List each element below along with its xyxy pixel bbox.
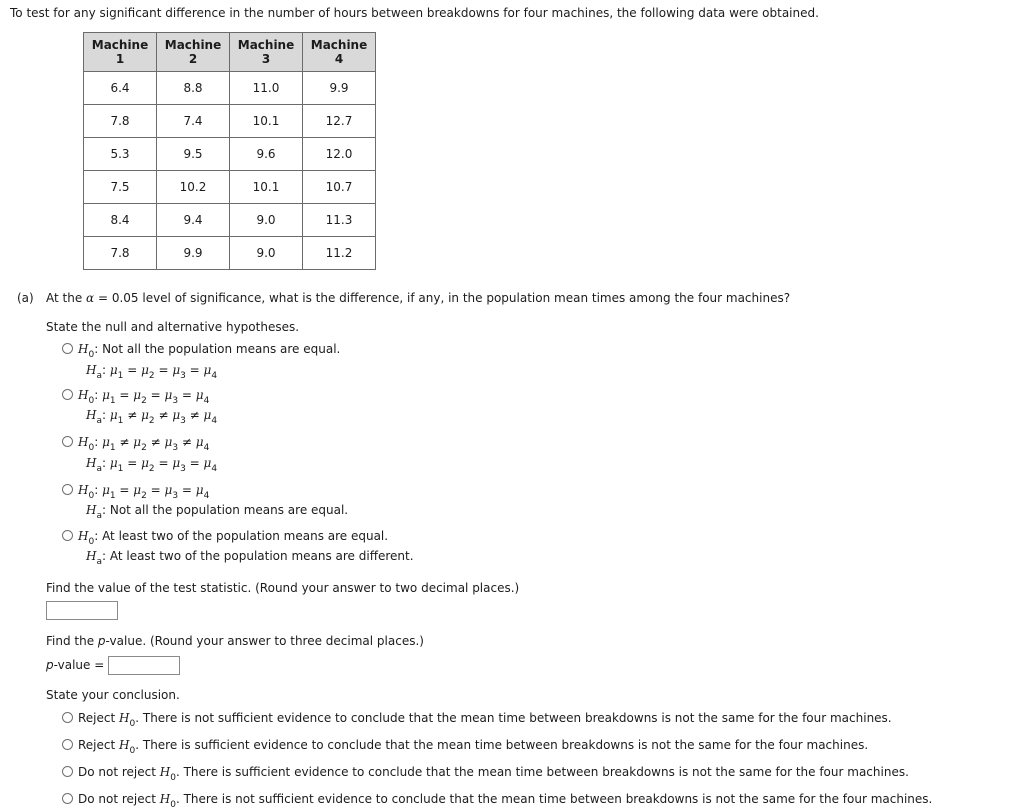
- hypothesis-option-3-ha: $H_a$: $\mu_1 = \mu_2 = \mu_3 = \mu_4$: [86, 456, 218, 474]
- table-cell: 10.1: [230, 171, 303, 204]
- header-machine-1: Machine 1: [84, 33, 157, 72]
- table-cell: 10.7: [303, 171, 376, 204]
- conclusion-option-3-text: Do not reject $H_0$. There is sufficient evidence to conclude that the mean time between breakdowns is not the same for the four machines.: [78, 765, 909, 783]
- hypothesis-option-5-radio[interactable]: [62, 530, 73, 541]
- table-cell: 6.4: [84, 72, 157, 105]
- table-header-row: [84, 33, 376, 72]
- table-cell: 12.7: [303, 105, 376, 138]
- problem-intro: To test for any significant difference in the number of hours between breakdowns for four machines, the following data were obtained.: [10, 6, 819, 20]
- header-machine-2: Machine 2: [157, 33, 230, 72]
- hypothesis-option-2-radio[interactable]: [62, 389, 73, 400]
- table-row: [84, 105, 376, 138]
- table-cell: 7.5: [84, 171, 157, 204]
- conclusion-option-4-radio[interactable]: [62, 793, 73, 804]
- table-cell: 7.4: [157, 105, 230, 138]
- p-value-input[interactable]: [108, 656, 180, 675]
- header-machine-3: Machine 3: [230, 33, 303, 72]
- hypothesis-option-5-h0: $H_0$: At least two of the population means are equal.: [78, 529, 389, 547]
- table-cell: 11.0: [230, 72, 303, 105]
- part-a-question: At the α = 0.05 level of significance, what is the difference, if any, in the population mean times among the four machines?: [46, 291, 791, 305]
- hypothesis-option-4-ha: $H_a$: Not all the population means are equal.: [86, 503, 349, 521]
- hypothesis-option-4-radio[interactable]: [62, 484, 73, 495]
- table-cell: 9.0: [230, 237, 303, 270]
- table-cell: 7.8: [84, 105, 157, 138]
- conclusion-option-2-text: Reject $H_0$. There is sufficient evidence to conclude that the mean time between breakdowns is not the same for the four machines.: [78, 738, 869, 756]
- table-row: [84, 237, 376, 270]
- table-row: [84, 171, 376, 204]
- conclusion-option-1-text: Reject $H_0$. There is not sufficient evidence to conclude that the mean time between breakdowns is not the same for the four machines.: [78, 711, 892, 729]
- header-machine-4: Machine 4: [303, 33, 376, 72]
- hypotheses-prompt: State the null and alternative hypotheses.: [46, 320, 300, 334]
- hypothesis-option-3-radio[interactable]: [62, 436, 73, 447]
- machine-data-table: [83, 32, 376, 270]
- p-value-prompt: Find the p-value. (Round your answer to three decimal places.): [46, 634, 424, 648]
- hypothesis-option-3-h0: $H_0$: $\mu_1 \ne \mu_2 \ne \mu_3 \ne \mu_4$: [78, 435, 210, 453]
- hypothesis-option-2-h0: $H_0$: $\mu_1 = \mu_2 = \mu_3 = \mu_4$: [78, 388, 210, 406]
- conclusion-prompt: State your conclusion.: [46, 688, 180, 702]
- hypothesis-option-5-ha: $H_a$: At least two of the population means are different.: [86, 549, 414, 567]
- table-cell: 12.0: [303, 138, 376, 171]
- conclusion-option-2-radio[interactable]: [62, 739, 73, 750]
- test-statistic-input[interactable]: [46, 601, 118, 620]
- table-cell: 9.9: [157, 237, 230, 270]
- table-row: [84, 138, 376, 171]
- hypothesis-option-1-h0: $H_0$: Not all the population means are equal.: [78, 342, 341, 360]
- hypothesis-option-4-h0: $H_0$: $\mu_1 = \mu_2 = \mu_3 = \mu_4$: [78, 483, 210, 501]
- table-cell: 5.3: [84, 138, 157, 171]
- table-cell: 10.1: [230, 105, 303, 138]
- table-row: [84, 72, 376, 105]
- p-value-label: p-value =: [46, 658, 105, 672]
- table-cell: 11.3: [303, 204, 376, 237]
- hypothesis-option-1-ha: $H_a$: $\mu_1 = \mu_2 = \mu_3 = \mu_4$: [86, 363, 218, 381]
- test-statistic-prompt: Find the value of the test statistic. (Round your answer to two decimal places.): [46, 581, 520, 595]
- table-cell: 7.8: [84, 237, 157, 270]
- table-cell: 11.2: [303, 237, 376, 270]
- hypothesis-option-1-radio[interactable]: [62, 343, 73, 354]
- hypothesis-option-2-ha: $H_a$: $\mu_1 \ne \mu_2 \ne \mu_3 \ne \mu_4$: [86, 408, 218, 426]
- table-cell: 9.4: [157, 204, 230, 237]
- conclusion-option-1-radio[interactable]: [62, 712, 73, 723]
- conclusion-option-3-radio[interactable]: [62, 766, 73, 777]
- table-cell: 9.5: [157, 138, 230, 171]
- part-a-label: (a): [17, 291, 34, 305]
- table-cell: 9.6: [230, 138, 303, 171]
- table-row: [84, 204, 376, 237]
- table-cell: 9.0: [230, 204, 303, 237]
- table-cell: 8.8: [157, 72, 230, 105]
- table-cell: 9.9: [303, 72, 376, 105]
- table-cell: 8.4: [84, 204, 157, 237]
- conclusion-option-4-text: Do not reject $H_0$. There is not sufficient evidence to conclude that the mean time between breakdowns is not the same for the four machines.: [78, 792, 933, 810]
- table-cell: 10.2: [157, 171, 230, 204]
